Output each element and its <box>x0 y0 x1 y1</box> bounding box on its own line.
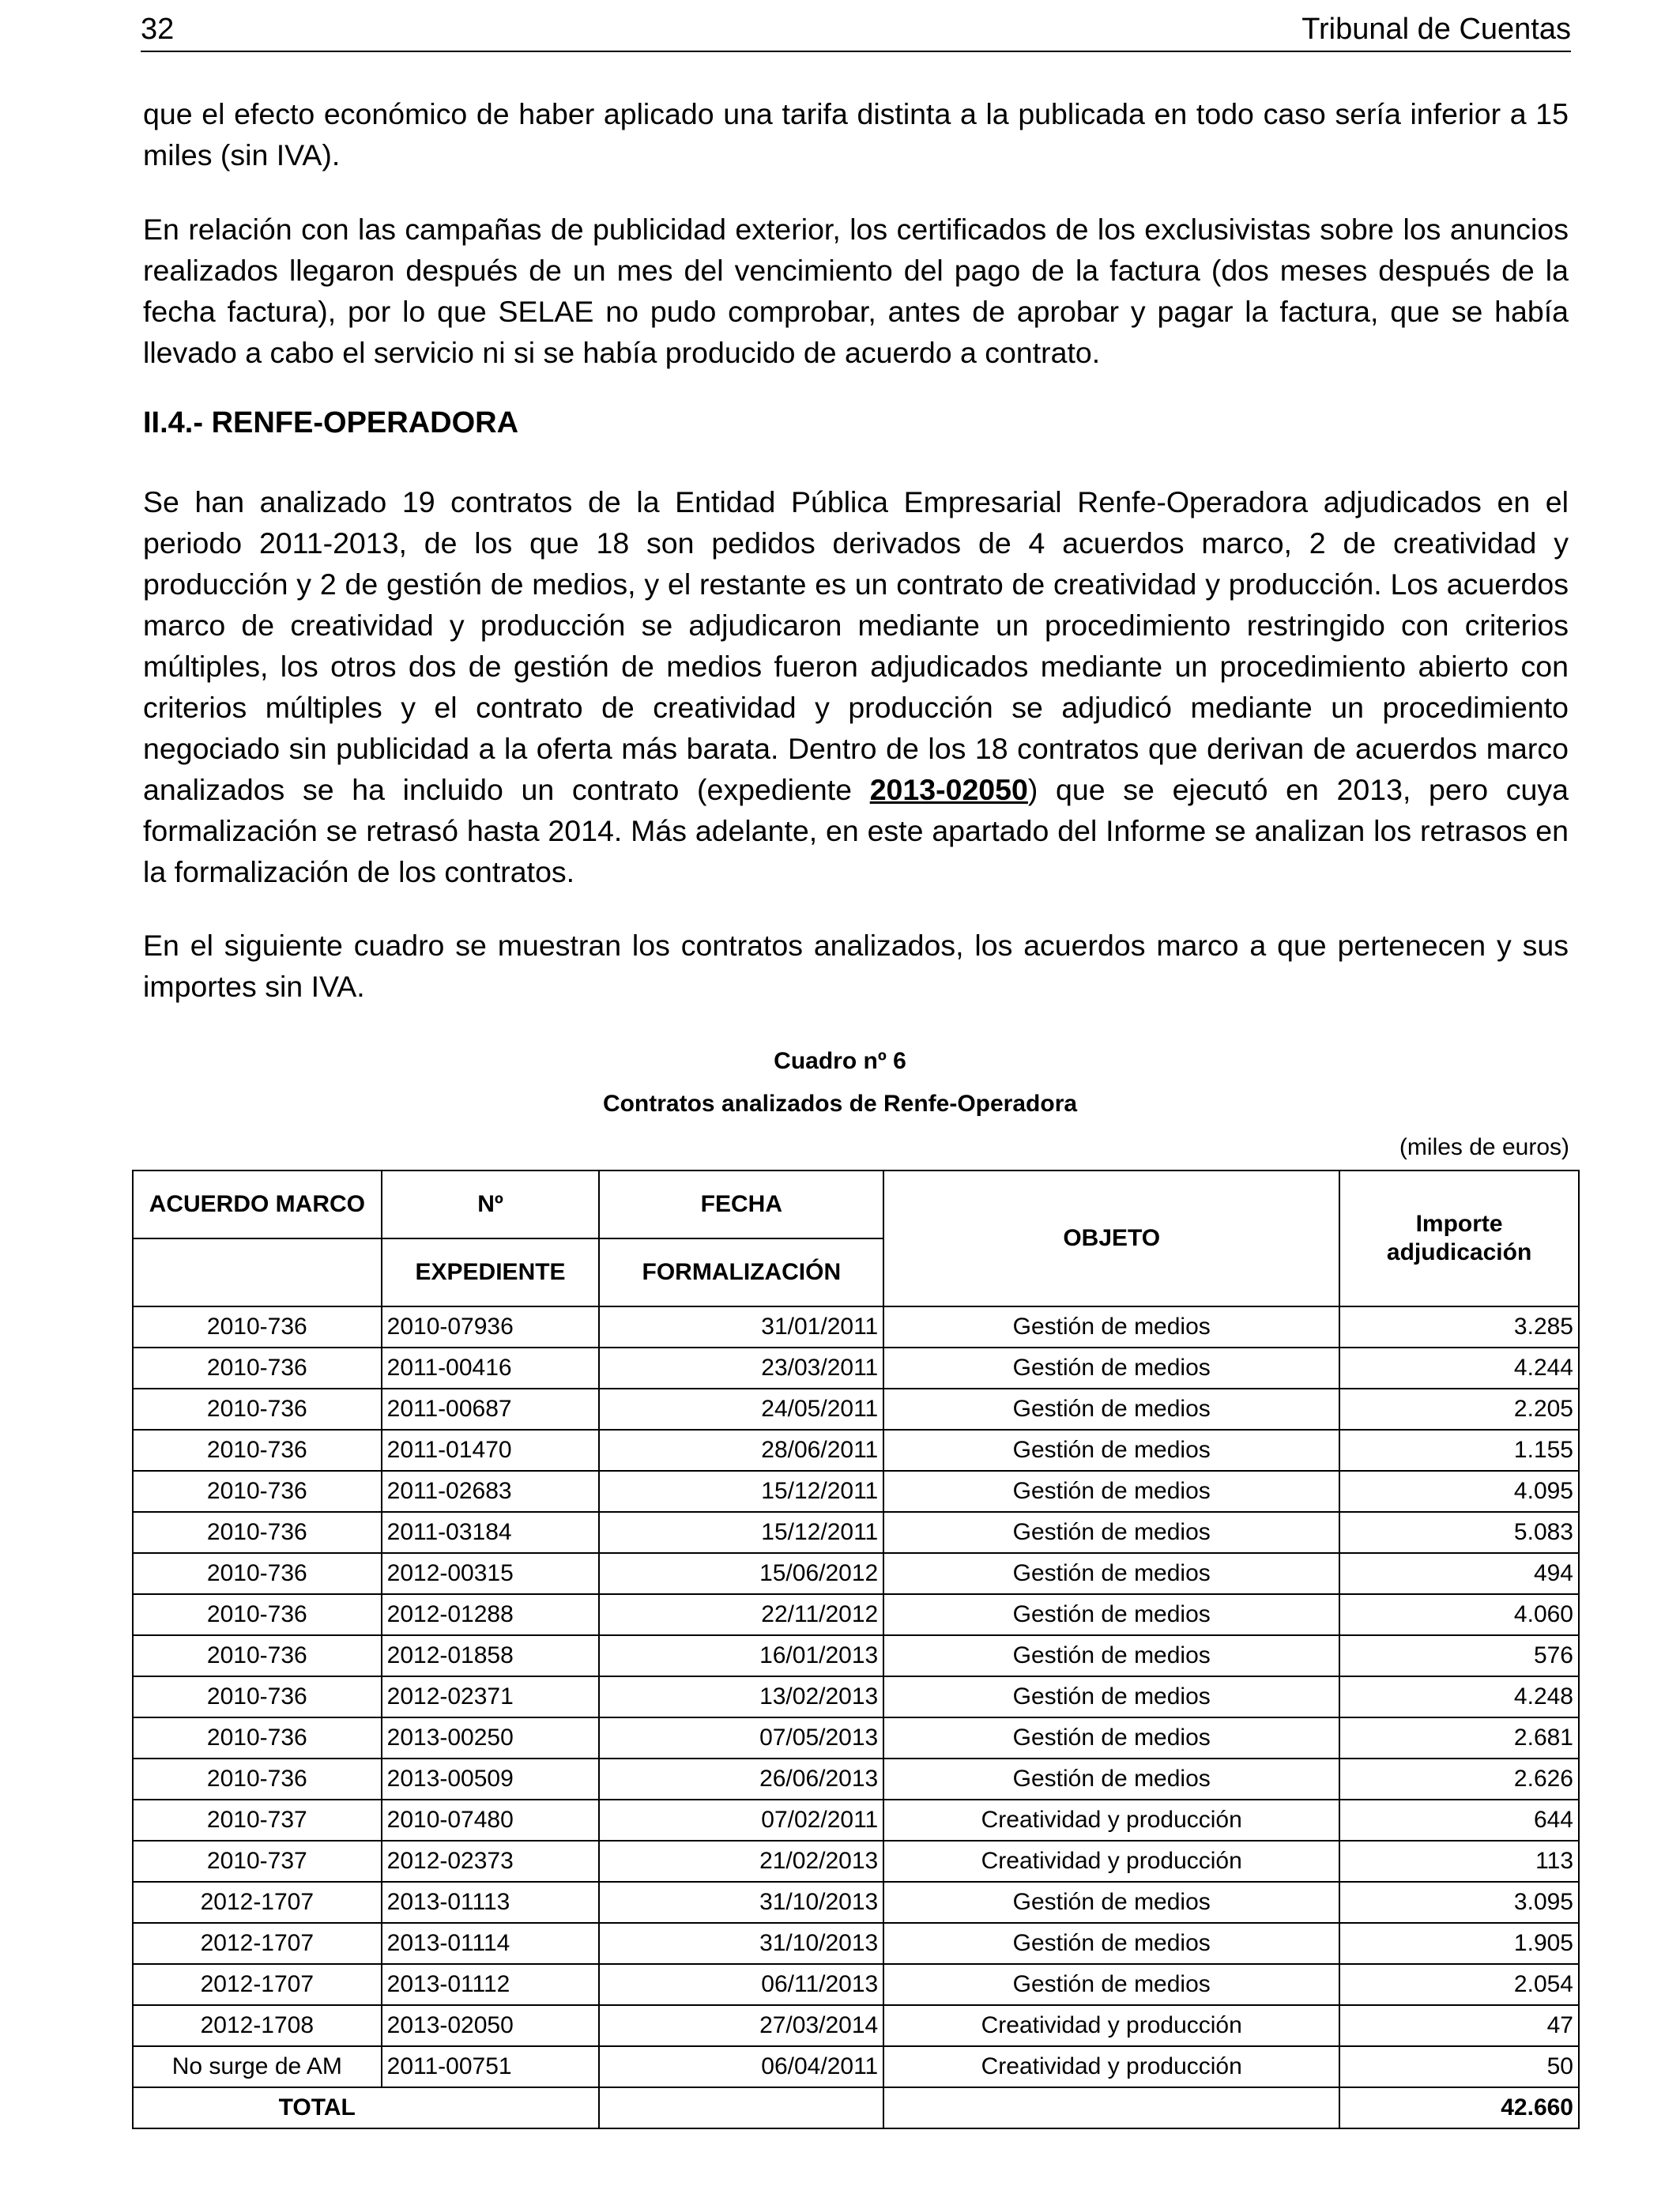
cell-expediente: 2011-00751 <box>382 2046 600 2087</box>
cell-objeto: Gestión de medios <box>883 1594 1339 1635</box>
cell-objeto: Gestión de medios <box>883 1635 1339 1676</box>
publication-name: Tribunal de Cuentas <box>1301 13 1571 46</box>
header-expediente: EXPEDIENTE <box>382 1238 600 1306</box>
table-row <box>133 1553 1579 1594</box>
cell-acuerdo-marco: 2010-736 <box>133 1430 382 1471</box>
header-acuerdo-marco: ACUERDO MARCO <box>133 1171 382 1238</box>
cell-objeto: Gestión de medios <box>883 1759 1339 1800</box>
paragraph-2: En relación con las campañas de publicidad exterior, los certificados de los exclusivistas sobre los anuncios realizados llegaron después de un mes del vencimiento del pago de la factura (dos meses después de la fecha factura), por lo que SELAE no pudo comprobar, antes de aprobar y pagar la factura, que se había llevado a cabo el servicio ni si se había producido de acuerdo a contrato. <box>143 213 1569 369</box>
cell-importe: 1.905 <box>1339 1923 1579 1964</box>
header-numero: Nº <box>382 1171 600 1238</box>
cell-acuerdo-marco: 2010-736 <box>133 1676 382 1717</box>
table-row <box>133 1430 1579 1471</box>
cell-importe: 5.083 <box>1339 1512 1579 1553</box>
total-row <box>133 2087 1579 2128</box>
cell-objeto: Gestión de medios <box>883 1348 1339 1389</box>
table-row <box>133 2005 1579 2046</box>
cell-expediente: 2013-00250 <box>382 1717 600 1759</box>
cell-acuerdo-marco: 2010-736 <box>133 1759 382 1800</box>
table-row <box>133 1882 1579 1923</box>
cell-objeto: Gestión de medios <box>883 1923 1339 1964</box>
table-row <box>133 1348 1579 1389</box>
paragraph-4: En el siguiente cuadro se muestran los contratos analizados, los acuerdos marco a que pertenecen y sus importes sin IVA. <box>143 929 1569 1003</box>
cell-expediente: 2010-07480 <box>382 1800 600 1841</box>
cell-importe: 4.060 <box>1339 1594 1579 1635</box>
cell-fecha: 06/04/2011 <box>599 2046 883 2087</box>
cell-objeto: Gestión de medios <box>883 1512 1339 1553</box>
cell-acuerdo-marco: 2010-737 <box>133 1841 382 1882</box>
cell-objeto: Gestión de medios <box>883 1964 1339 2005</box>
table-row <box>133 1923 1579 1964</box>
cell-objeto: Creatividad y producción <box>883 1841 1339 1882</box>
cell-fecha: 22/11/2012 <box>599 1594 883 1635</box>
cell-objeto: Creatividad y producción <box>883 1800 1339 1841</box>
cell-objeto: Gestión de medios <box>883 1430 1339 1471</box>
cell-acuerdo-marco: 2012-1707 <box>133 1923 382 1964</box>
header-acuerdo-marco-blank <box>133 1238 382 1306</box>
paragraph-1: que el efecto económico de haber aplicado una tarifa distinta a la publicada en todo caso sería inferior a 15 miles (sin IVA). <box>143 97 1569 172</box>
cell-objeto: Gestión de medios <box>883 1676 1339 1717</box>
header-formalizacion: FORMALIZACIÓN <box>599 1238 883 1306</box>
table-units: (miles de euros) <box>1399 1134 1569 1160</box>
table-row <box>133 1717 1579 1759</box>
paragraph-3-text-a: Se han analizado 19 contratos de la Entidad Pública Empresarial Renfe-Operadora adjudicados en el periodo 2011-2013, de los que 18 son pedidos derivados de 4 acuerdos marco, 2 de creatividad y producción y 2 de gestión de medios, y el restante es un contrato de creatividad y producción. Los acuerdos marco de creatividad y producción se adjudicaron mediante un procedimiento restringido con criterios múltiples, los otros dos de gestión de medios fueron adjudicados mediante un procedimiento abierto con criterios múltiples y el contrato de creatividad y producción se adjudicó mediante un procedimiento negociado sin publicidad a la oferta más barata. Dentro de los 18 contratos que derivan de acuerdos marco analizados se ha incluido un contrato (expediente <box>143 485 1569 806</box>
cell-acuerdo-marco: 2010-736 <box>133 1717 382 1759</box>
page-number: 32 <box>141 13 175 46</box>
cell-objeto: Creatividad y producción <box>883 2046 1339 2087</box>
header-importe: Importe adjudicación <box>1339 1171 1579 1306</box>
cell-acuerdo-marco: 2012-1707 <box>133 1882 382 1923</box>
cell-expediente: 2011-03184 <box>382 1512 600 1553</box>
cell-expediente: 2011-02683 <box>382 1471 600 1512</box>
table-row <box>133 2046 1579 2087</box>
total-empty-1 <box>599 2087 883 2128</box>
cell-fecha: 07/02/2011 <box>599 1800 883 1841</box>
cell-fecha: 24/05/2011 <box>599 1389 883 1430</box>
cell-fecha: 07/05/2013 <box>599 1717 883 1759</box>
table-row <box>133 1594 1579 1635</box>
table-header-row-1 <box>133 1171 1579 1238</box>
total-empty-2 <box>883 2087 1339 2128</box>
cell-importe: 1.155 <box>1339 1430 1579 1471</box>
cell-importe: 4.244 <box>1339 1348 1579 1389</box>
cell-expediente: 2012-00315 <box>382 1553 600 1594</box>
cell-importe: 2.681 <box>1339 1717 1579 1759</box>
cell-importe: 3.095 <box>1339 1882 1579 1923</box>
table-body <box>133 1306 1579 2087</box>
cell-acuerdo-marco: No surge de AM <box>133 2046 382 2087</box>
cell-expediente: 2013-00509 <box>382 1759 600 1800</box>
cell-objeto: Creatividad y producción <box>883 2005 1339 2046</box>
cell-fecha: 31/10/2013 <box>599 1923 883 1964</box>
table-row <box>133 1471 1579 1512</box>
cell-expediente: 2012-02371 <box>382 1676 600 1717</box>
cell-expediente: 2011-00687 <box>382 1389 600 1430</box>
cell-fecha: 13/02/2013 <box>599 1676 883 1717</box>
cell-importe: 494 <box>1339 1553 1579 1594</box>
cell-expediente: 2012-01858 <box>382 1635 600 1676</box>
cell-acuerdo-marco: 2010-737 <box>133 1800 382 1841</box>
cell-expediente: 2013-01112 <box>382 1964 600 2005</box>
cell-importe: 113 <box>1339 1841 1579 1882</box>
cell-acuerdo-marco: 2010-736 <box>133 1553 382 1594</box>
table-caption: Cuadro nº 6 <box>774 1048 906 1074</box>
total-label: TOTAL <box>133 2087 599 2128</box>
cell-objeto: Gestión de medios <box>883 1717 1339 1759</box>
cell-expediente: 2013-02050 <box>382 2005 600 2046</box>
table-row <box>133 1512 1579 1553</box>
paragraph-3-text-b: ) que se ejecutó en 2013, pero cuya formalización se retrasó hasta 2014. Más adelante, en este apartado del Informe se analizan los retrasos en la formalización de los contratos. <box>143 773 1569 888</box>
paragraph-3 <box>143 481 1569 892</box>
cell-expediente: 2011-01470 <box>382 1430 600 1471</box>
cell-acuerdo-marco: 2010-736 <box>133 1635 382 1676</box>
cell-fecha: 27/03/2014 <box>599 2005 883 2046</box>
table-title: Contratos analizados de Renfe-Operadora <box>602 1091 1078 1117</box>
cell-fecha: 21/02/2013 <box>599 1841 883 1882</box>
cell-objeto: Gestión de medios <box>883 1553 1339 1594</box>
cell-fecha: 06/11/2013 <box>599 1964 883 2005</box>
cell-acuerdo-marco: 2012-1707 <box>133 1964 382 2005</box>
cell-fecha: 15/12/2011 <box>599 1471 883 1512</box>
contracts-table <box>132 1170 1580 2129</box>
cell-acuerdo-marco: 2010-736 <box>133 1348 382 1389</box>
cell-fecha: 28/06/2011 <box>599 1430 883 1471</box>
table-row <box>133 1389 1579 1430</box>
page-header <box>141 11 1571 52</box>
cell-acuerdo-marco: 2010-736 <box>133 1306 382 1348</box>
header-objeto: OBJETO <box>883 1171 1339 1306</box>
header-fecha: FECHA <box>599 1171 883 1238</box>
cell-acuerdo-marco: 2010-736 <box>133 1389 382 1430</box>
cell-fecha: 15/06/2012 <box>599 1553 883 1594</box>
cell-expediente: 2013-01113 <box>382 1882 600 1923</box>
cell-fecha: 31/10/2013 <box>599 1882 883 1923</box>
table-row <box>133 1635 1579 1676</box>
cell-importe: 576 <box>1339 1635 1579 1676</box>
cell-acuerdo-marco: 2010-736 <box>133 1471 382 1512</box>
cell-objeto: Gestión de medios <box>883 1306 1339 1348</box>
cell-fecha: 16/01/2013 <box>599 1635 883 1676</box>
cell-fecha: 31/01/2011 <box>599 1306 883 1348</box>
cell-importe: 47 <box>1339 2005 1579 2046</box>
expediente-link[interactable]: 2013-02050 <box>869 773 1028 806</box>
cell-importe: 3.285 <box>1339 1306 1579 1348</box>
cell-fecha: 15/12/2011 <box>599 1512 883 1553</box>
cell-expediente: 2011-00416 <box>382 1348 600 1389</box>
cell-importe: 50 <box>1339 2046 1579 2087</box>
cell-expediente: 2010-07936 <box>382 1306 600 1348</box>
table-row <box>133 1306 1579 1348</box>
cell-expediente: 2012-02373 <box>382 1841 600 1882</box>
section-heading: II.4.- RENFE-OPERADORA <box>143 406 519 439</box>
table-row <box>133 1964 1579 2005</box>
cell-importe: 2.054 <box>1339 1964 1579 2005</box>
cell-objeto: Gestión de medios <box>883 1389 1339 1430</box>
total-value: 42.660 <box>1339 2087 1579 2128</box>
cell-acuerdo-marco: 2010-736 <box>133 1512 382 1553</box>
table-row <box>133 1676 1579 1717</box>
cell-acuerdo-marco: 2010-736 <box>133 1594 382 1635</box>
table-row <box>133 1759 1579 1800</box>
cell-fecha: 26/06/2013 <box>599 1759 883 1800</box>
cell-expediente: 2012-01288 <box>382 1594 600 1635</box>
cell-importe: 2.626 <box>1339 1759 1579 1800</box>
cell-objeto: Gestión de medios <box>883 1882 1339 1923</box>
table-row <box>133 1841 1579 1882</box>
cell-importe: 4.248 <box>1339 1676 1579 1717</box>
cell-expediente: 2013-01114 <box>382 1923 600 1964</box>
cell-acuerdo-marco: 2012-1708 <box>133 2005 382 2046</box>
cell-objeto: Gestión de medios <box>883 1471 1339 1512</box>
cell-importe: 4.095 <box>1339 1471 1579 1512</box>
cell-fecha: 23/03/2011 <box>599 1348 883 1389</box>
table-row <box>133 1800 1579 1841</box>
cell-importe: 644 <box>1339 1800 1579 1841</box>
cell-importe: 2.205 <box>1339 1389 1579 1430</box>
